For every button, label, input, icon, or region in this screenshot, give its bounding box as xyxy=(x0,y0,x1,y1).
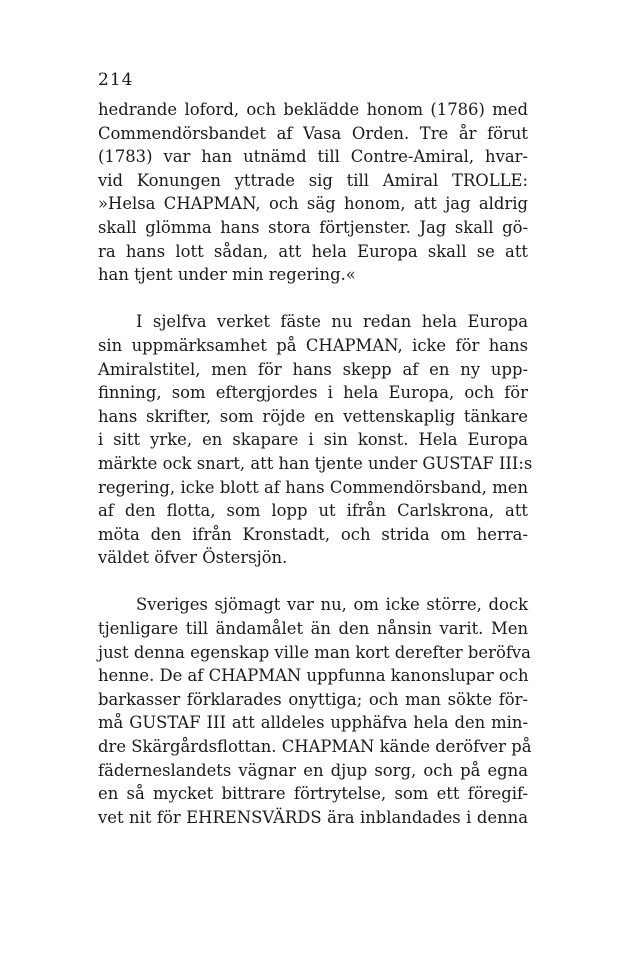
text-line: skall glömma hans stora förtjenster. Jag skall gö- xyxy=(98,217,528,237)
text-line: sin uppmärksamhet på CHAPMAN, icke för hans xyxy=(98,335,528,355)
text-line: barkasser förklarades onyttiga; och man sökte för- xyxy=(98,689,528,709)
text-line: (1783) var han utnämd till Contre-Amiral, hvar- xyxy=(98,147,528,167)
text-line: han tjent under min regering.« xyxy=(98,265,356,285)
text-line: finning, som eftergjordes i hela Europa, och för xyxy=(98,383,528,403)
text-line: regering, icke blott af hans Commendörsband, men xyxy=(98,477,528,497)
text-line: just denna egenskap ville man kort derefter beröfva xyxy=(98,642,531,662)
text-line: vet nit för EHRENSVÄRDS ära inblandades i denna xyxy=(98,807,528,827)
text-line: af den flotta, som lopp ut ifrån Carlskrona, att xyxy=(98,501,528,521)
paragraph-gap xyxy=(98,570,528,594)
text-line: henne. De af CHAPMAN uppfunna kanonslupar och xyxy=(98,666,529,686)
text-line: I sjelfva verket fäste nu redan hela Europa xyxy=(136,312,528,332)
text-line: en så mycket bittrare förtrytelse, som ett föregif- xyxy=(98,784,528,804)
paragraph-gap xyxy=(98,287,528,311)
text-line: möta den ifrån Kronstadt, och strida om herra- xyxy=(98,524,528,544)
text-line: i sitt yrke, en skapare i sin konst. Hela Europa xyxy=(98,430,528,450)
text-line: hans skrifter, som röjde en vettenskaplig tänkare xyxy=(98,406,528,426)
text-line: ra hans lott sådan, att hela Europa skall se att xyxy=(98,241,528,261)
text-line: dre Skärgårdsflottan. CHAPMAN kände deröfver på xyxy=(98,737,532,757)
book-page xyxy=(98,62,533,829)
text-line: väldet öfver Östersjön. xyxy=(98,548,288,568)
text-line: fäderneslandets vägnar en djup sorg, och på egna xyxy=(98,760,528,780)
text-line: Commendörsbandet af Vasa Orden. Tre år förut xyxy=(98,123,528,143)
paragraph-1 xyxy=(98,98,528,287)
text-line: tjenligare till ändamålet än den nånsin varit. Men xyxy=(98,619,528,639)
text-line: må GUSTAF III att alldeles upphäfva hela den min- xyxy=(98,713,528,733)
text-line: hedrande loford, och beklädde honom (1786) med xyxy=(98,100,528,119)
text-line: märkte ock snart, att han tjente under GUSTAF III:s xyxy=(98,453,533,473)
paragraph-3 xyxy=(98,593,532,829)
paragraph-2 xyxy=(98,310,533,570)
text-line: vid Konungen yttrade sig till Amiral TROLLE: xyxy=(98,170,528,190)
page-number: 214 xyxy=(98,70,134,90)
text-line: Amiralstitel, men för hans skepp af en ny upp- xyxy=(98,359,528,379)
text-line: »Helsa CHAPMAN, och säg honom, att jag aldrig xyxy=(98,194,528,214)
text-line: Sveriges sjömagt var nu, om icke större, dock xyxy=(136,595,528,615)
